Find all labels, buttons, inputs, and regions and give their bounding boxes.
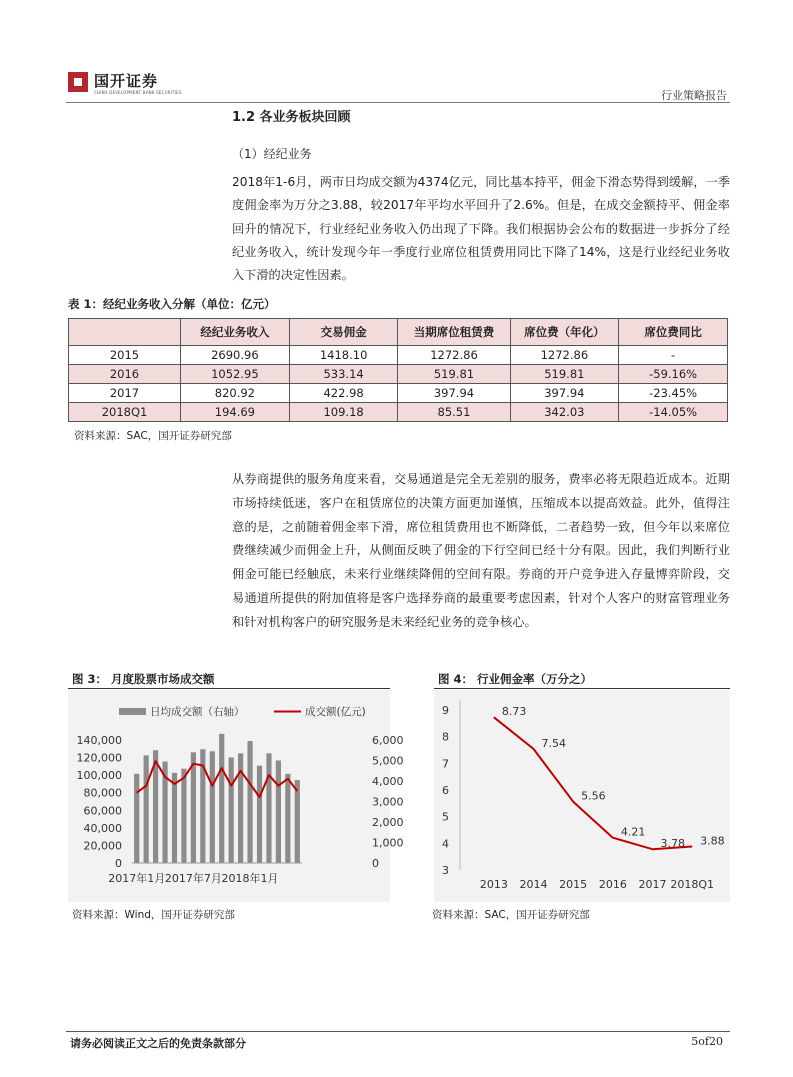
table-row xyxy=(69,403,728,422)
bar xyxy=(219,734,224,863)
data-label: 8.73 xyxy=(501,705,527,719)
left-axis-tick-label: 0 xyxy=(115,857,122,870)
left-axis-tick-label: 80,000 xyxy=(83,786,122,800)
table-cell: 1272.86 xyxy=(398,346,510,365)
x-axis-tick-label: 2018年1月 xyxy=(221,872,279,885)
table-cell: 2015 xyxy=(69,346,181,365)
table-cell: 342.03 xyxy=(510,403,619,422)
page-number: 5of20 xyxy=(691,1035,723,1048)
bar xyxy=(144,755,149,863)
y-axis-tick-label: 6 xyxy=(442,784,449,797)
x-axis-tick-label: 2018Q1 xyxy=(670,878,714,891)
x-axis-tick-label: 2017 xyxy=(638,878,667,891)
x-axis-tick-label: 2017年7月 xyxy=(164,872,222,885)
legend-bar-swatch xyxy=(119,708,146,715)
figure4-source: 资料来源：SAC，国开证券研究部 xyxy=(432,909,590,921)
figure3-title-rule xyxy=(68,688,390,689)
bar xyxy=(266,753,271,863)
section-subtitle: （1）经纪业务 xyxy=(232,147,312,161)
bar xyxy=(238,753,243,863)
table-row xyxy=(69,384,728,403)
bar xyxy=(295,780,300,863)
left-axis-tick-label: 60,000 xyxy=(83,804,122,818)
right-axis-tick-label: 4,000 xyxy=(372,775,404,788)
table-row xyxy=(69,346,728,365)
figure4-chart xyxy=(434,690,730,902)
table-header-cell: 经纪业务收入 xyxy=(181,319,290,346)
bar xyxy=(191,752,196,863)
table-header-cell: 席位费（年化） xyxy=(510,319,619,346)
table-title: 表 1：经纪业务收入分解（单位：亿元） xyxy=(68,297,276,311)
logo-text: 国开证券 xyxy=(94,72,159,90)
data-label: 5.56 xyxy=(581,789,606,803)
data-label: 3.88 xyxy=(700,834,725,848)
x-axis-tick-label: 2014 xyxy=(519,878,548,891)
table-row xyxy=(69,365,728,384)
figure3-source: 资料来源：Wind，国开证券研究部 xyxy=(72,909,235,921)
bar xyxy=(247,741,252,863)
table-cell: 85.51 xyxy=(398,403,510,422)
right-axis-tick-label: 2,000 xyxy=(372,816,404,829)
bar xyxy=(181,769,186,863)
footer-divider xyxy=(66,1031,730,1032)
table-cell: 422.98 xyxy=(289,384,398,403)
table-cell: 820.92 xyxy=(181,384,290,403)
table-cell: 533.14 xyxy=(289,365,398,384)
logo-subtitle: CHINA DEVELOPMENT BANK SECURITIES xyxy=(94,90,182,95)
table-cell: 397.94 xyxy=(510,384,619,403)
table-cell: 1272.86 xyxy=(510,346,619,365)
y-axis-tick-label: 8 xyxy=(442,730,449,744)
income-table xyxy=(68,318,728,422)
right-axis-tick-label: 0 xyxy=(372,857,379,870)
figure4-title-rule xyxy=(434,688,730,689)
table-cell: 109.18 xyxy=(289,403,398,422)
table-cell: 1052.95 xyxy=(181,365,290,384)
table-header-row xyxy=(69,319,728,346)
table-cell: 519.81 xyxy=(510,365,619,384)
table-cell: -14.05% xyxy=(619,403,728,422)
left-axis-tick-label: 140,000 xyxy=(76,734,122,747)
bar xyxy=(257,766,262,863)
right-axis-tick-label: 6,000 xyxy=(372,734,404,747)
table-header-cell: 席位费同比 xyxy=(619,319,728,346)
legend-line-label: 成交额(亿元) xyxy=(305,706,366,718)
table-cell: 194.69 xyxy=(181,403,290,422)
report-type: 行业策略报告 xyxy=(661,89,727,102)
bar xyxy=(285,774,290,863)
y-axis-tick-label: 5 xyxy=(442,810,449,824)
data-label: 4.21 xyxy=(620,825,646,839)
table-cell: -23.45% xyxy=(619,384,728,403)
bar xyxy=(134,774,139,863)
left-axis-tick-label: 20,000 xyxy=(83,839,122,853)
bar xyxy=(276,761,281,864)
bar xyxy=(229,757,234,863)
left-axis-tick-label: 100,000 xyxy=(76,769,122,783)
table-cell: 2017 xyxy=(69,384,181,403)
table-header-cell xyxy=(69,319,181,346)
table-header-cell: 交易佣金 xyxy=(289,319,398,346)
table-cell: 2690.96 xyxy=(181,346,290,365)
y-axis-tick-label: 7 xyxy=(442,757,449,771)
series-line xyxy=(494,717,692,849)
figure3-title: 图 3： 月度股票市场成交额 xyxy=(72,672,215,686)
table-cell: - xyxy=(619,346,728,365)
left-axis-tick-label: 40,000 xyxy=(83,821,122,835)
x-axis-tick-label: 2013 xyxy=(479,878,508,891)
data-label: 3.78 xyxy=(660,837,685,851)
y-axis-tick-label: 9 xyxy=(442,704,449,717)
x-axis-tick-label: 2017年1月 xyxy=(108,872,166,885)
table-cell: 1418.10 xyxy=(289,346,398,365)
table-cell: 519.81 xyxy=(398,365,510,384)
series-line xyxy=(137,761,298,797)
footer-disclaimer: 请务必阅读正文之后的免责条款部分 xyxy=(70,1037,246,1050)
legend-bar-label: 日均成交额（右轴） xyxy=(150,706,245,718)
header-divider xyxy=(66,102,730,103)
figure3-chart xyxy=(68,690,404,902)
right-axis-tick-label: 1,000 xyxy=(372,836,404,850)
section-title: 1.2 各业务板块回顾 xyxy=(232,110,351,125)
x-axis-tick-label: 2015 xyxy=(559,878,588,891)
x-axis-tick-label: 2016 xyxy=(598,878,627,891)
table-cell: 397.94 xyxy=(398,384,510,403)
table-header-cell: 当期席位租赁费 xyxy=(398,319,510,346)
table-cell: 2016 xyxy=(69,365,181,384)
bar xyxy=(172,773,177,863)
bar xyxy=(210,751,215,863)
table-cell: 2018Q1 xyxy=(69,403,181,422)
logo-icon xyxy=(68,72,88,92)
table-cell: -59.16% xyxy=(619,365,728,384)
figure4-title: 图 4： 行业佣金率（万分之） xyxy=(438,672,593,686)
data-label: 7.54 xyxy=(541,736,566,750)
paragraph-1: 2018年1-6月，两市日均成交额为4374亿元，同比基本持平，佣金下滑态势得到缓解，一季度佣金率为万分之3.88，较2017年平均水平回升了2.6%。但是，在成交金额持平、佣金率回升的情况下，行业经纪业务收入仍出现了下降。我们根据协会公布的数据进一步拆分了经纪业务收入，统计发现今年一季度行业席位租赁费用同比下降了14%，这是行业经纪业务收入下滑的决定性因素。 xyxy=(232,175,730,283)
y-axis-tick-label: 3 xyxy=(442,864,449,877)
left-axis-tick-label: 120,000 xyxy=(76,751,122,765)
paragraph-2: 从券商提供的服务角度来看，交易通道是完全无差别的服务，费率必将无限趋近成本。近期市场持续低迷，客户在租赁席位的决策方面更加谨慎，压缩成本以提高效益。此外，值得注意的是，之前随着佣金率下滑，席位租赁费用也不断降低，二者趋势一致，但今年以来席位费继续减少而佣金上升，从侧面反映了佣金的下行空间已经十分有限。因此，我们判断行业佣金可能已经触底，未来行业继续降佣的空间有限。券商的开户竞争进入存量博弈阶段，交易通道所提供的附加值将是客户选择券商的最重要考虑因素，针对个人客户的财富管理业务和针对机构客户的研究服务是未来经纪业务的竞争核心。 xyxy=(232,472,730,629)
table-source: 资料来源：SAC，国开证券研究部 xyxy=(74,430,232,442)
right-axis-tick-label: 3,000 xyxy=(372,795,404,809)
y-axis-tick-label: 4 xyxy=(442,837,449,851)
right-axis-tick-label: 5,000 xyxy=(372,754,404,768)
